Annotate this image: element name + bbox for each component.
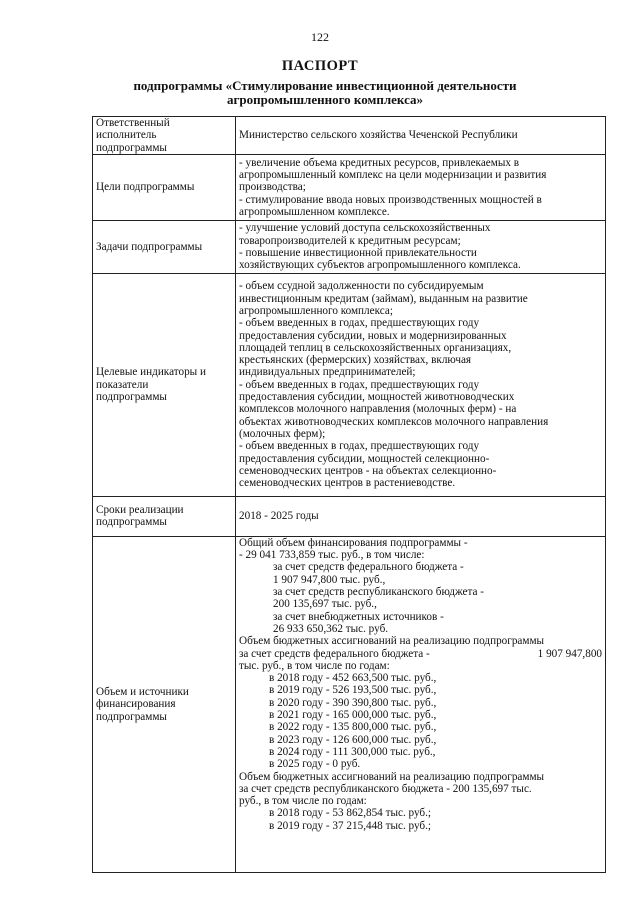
federal-year: в 2021 году - 165 000,000 тыс. руб., (269, 709, 437, 722)
row-tasks (93, 220, 606, 273)
funding-content: Общий объем финансирования подпрограммы - - 29 041 733,859 тыс. руб., в том числе: за счет средств федерального бюджета - 1 907 947,800 тыс. руб., за счет средств республиканского бюджета - 200 135,697 тыс. руб., за счет внебюджетных источников - 26 933 650,362 тыс. руб. Объем бюджетных ассигнований на реализацию подпрограммы за счет средств федерального бюджета - 1 907 947,800 тыс. руб., в том числе по годам: в 2018 году - 452 663,500 тыс. руб., в 2019 году - 526 193,500 тыс. руб., в 2020 году - 390 390,800 тыс. руб., в 2021 году - 165 000,000 тыс. руб., в 2022 году - 135 800,000 тыс. руб., в 2023 году - 126 600,000 тыс. руб., в 2024 году - 111 300,000 тыс. руб., в 2025 году - 0 руб. Объем бюджетных ассигнований на реализацию подпрограммы за счет средств республиканского бюджета - 200 135,697 тыс. руб., в том числе по годам: в 2018 году - 53 862,854 тыс. руб.; в 2019 году - 37 215,448 тыс. руб.; (236, 536, 606, 872)
federal-year: в 2020 году - 390 390,800 тыс. руб., (269, 696, 437, 709)
tasks-content: - улучшение условий доступа сельскохозяйственных товаропроизводителей к кредитным ресурсам; - повышение инвестиционной привлекательности хозяйствующих субъектов агропромышленного комплекса. (236, 220, 606, 273)
row-timeline (93, 496, 606, 536)
regional-year: в 2018 году - 53 862,854 тыс. руб.; (269, 807, 432, 820)
goals-label: Цели подпрограммы (93, 154, 236, 220)
row-funding (93, 536, 606, 872)
executor-content: Министерство сельского хозяйства Чеченской Республики (236, 117, 606, 155)
row-indicators (93, 273, 606, 496)
federal-total-line: за счет средств федерального бюджета - 1 907 947,800 (239, 647, 602, 660)
goals-content: - увеличение объема кредитных ресурсов, привлекаемых в агропромышленный комплекс на цели модернизации и развития производства; - стимулирование ввода новых производственных мощностей в агропромышленном комплексе. (236, 154, 606, 220)
passport-table (92, 116, 606, 873)
subtitle-line: агропромышленного комплекса» (226, 92, 424, 107)
indicators-content: - объем ссудной задолженности по субсидируемым инвестиционным кредитам (займам), выданным на развитие агропромышленного комплекса; - объем введенных в годах, предшествующих году предоставления субсидии, новых и модернизированных площадей теплиц в сельскохозяйственных организациях, крестьянских (фермерских) хозяйствах, включая индивидуальных предпринимателей; - объем введенных в годах, предшествующих году предоставления субсидии, мощностей животноводческих комплексов молочного направления (молочных ферм) - на объектах животноводческих комплексов молочного направления (молочных ферм); - объем введенных в годах, предшествующих году предоставления субсидии, мощностей селекционно- семеноводческих центров - на объектах селекционно- семеноводческих центров в растениеводстве. (236, 273, 606, 496)
funding-label: Объем и источники финансирования подпрограммы (93, 536, 236, 872)
subtitle-line: подпрограммы «Стимулирование инвестиционной деятельности (133, 78, 517, 93)
indicators-label: Целевые индикаторы и показатели подпрограммы (93, 273, 236, 496)
row-goals (93, 154, 606, 220)
executor-label: Ответственный исполнитель подпрограммы (93, 117, 236, 155)
federal-year: в 2024 году - 111 300,000 тыс. руб., (269, 745, 436, 758)
document-title: ПАСПОРТ (281, 58, 359, 74)
federal-year: в 2022 году - 135 800,000 тыс. руб., (269, 721, 437, 734)
federal-year: в 2023 году - 126 600,000 тыс. руб., (269, 733, 437, 746)
regional-year: в 2019 году - 37 215,448 тыс. руб.; (269, 819, 432, 832)
timeline-content: 2018 - 2025 годы (236, 496, 606, 536)
row-executor (93, 117, 606, 155)
federal-year: в 2018 году - 452 663,500 тыс. руб., (269, 672, 437, 685)
page-number: 122 (311, 30, 329, 44)
timeline-label: Сроки реализации подпрограммы (93, 496, 236, 536)
federal-year: в 2019 году - 526 193,500 тыс. руб., (269, 684, 437, 697)
document-subtitle (90, 79, 560, 107)
federal-year: в 2025 году - 0 руб. (269, 758, 361, 771)
tasks-label: Задачи подпрограммы (93, 220, 236, 273)
